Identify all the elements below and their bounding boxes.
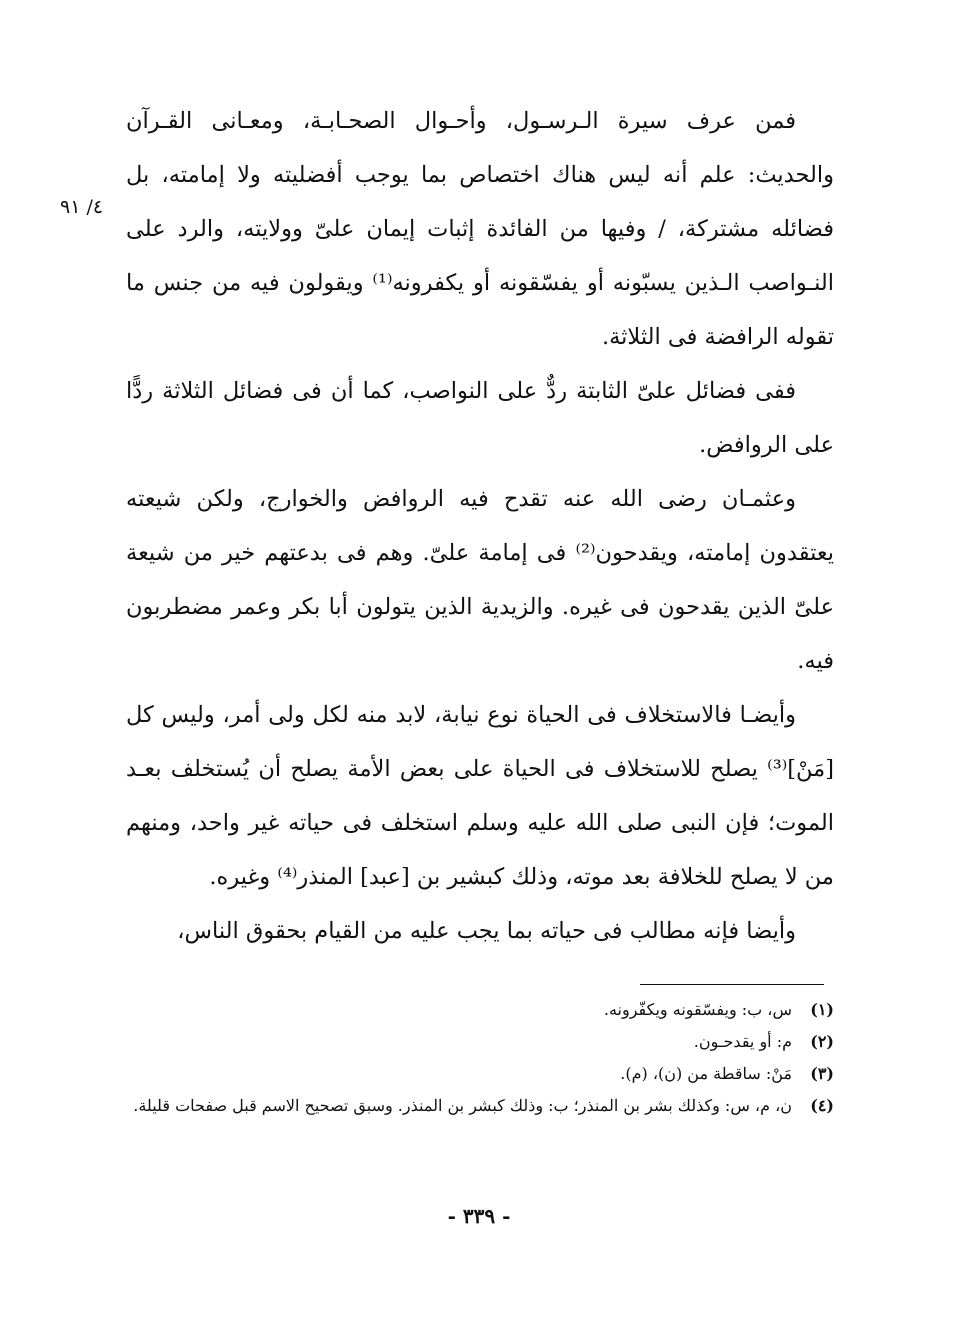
paragraph-5: وأيضا فإنه مطالب فى حياته بما يجب عليه من القيام بحقوق الناس، <box>177 918 796 944</box>
footnote-separator <box>640 984 824 985</box>
footnote-text: س، ب: ويفسّقونه ويكفّرونه. <box>603 1000 792 1019</box>
footnote-2 <box>120 1026 834 1058</box>
footnote-number: (٤) <box>810 1096 834 1115</box>
page-number: - ٣٣٩ - <box>447 1204 511 1228</box>
paragraph-3: وعثمـان رضى الله عنه تقدح فيه الروافض والخوارج، ولكن شيعته يعتقدون إمامته، ويقدحون⁽²⁾ فى إمامة علىّ. وهم فى بدعتهم خير من شيعة علىّ الذين يقدحون فى غيره. والزيدية الذين يتولون أبا بكر وعمر مضطربون فيه. <box>126 486 834 674</box>
footnotes <box>120 994 834 1122</box>
footnote-text: ن، م، س: وكذلك بشر بن المنذر؛ ب: وذلك كبشر بن المنذر. وسبق تصحيح الاسم قبل صفحات قليلة. <box>133 1096 792 1115</box>
margin-reference: ٤/ ٩١ <box>60 196 104 218</box>
footnote-text: مَنْ: ساقطة من (ن)، (م). <box>620 1064 792 1083</box>
footnote-4 <box>120 1090 834 1122</box>
paragraph-2: ففى فضائل علىّ الثابتة ردٌّ على النواصب، كما أن فى فضائل الثلاثة ردًّا على الروافض. <box>126 378 834 458</box>
footnote-number: (٢) <box>810 1032 834 1051</box>
footnote-number: (٣) <box>810 1064 834 1083</box>
footnote-text: م: أو يقدحـون. <box>693 1032 792 1051</box>
footnote-3 <box>120 1058 834 1090</box>
paragraph-4: وأيضـا فالاستخلاف فى الحياة نوع نيابة، لابد منه لكل ولى أمر، وليس كل [مَنْ]⁽³⁾ يصلح للاستخلاف فى الحياة على بعض الأمة يصلح أن يُستخلف بعـد الموت؛ فإن النبى صلى الله عليه وسلم استخلف فى حياته غير واحد، ومنهم من لا يصلح للخلافة بعد موته، وذلك كبشير بن [عبد] المنذر⁽⁴⁾ وغيره. <box>126 702 834 890</box>
footnote-number: (١) <box>810 1000 834 1019</box>
main-text <box>126 94 834 958</box>
footnote-1 <box>120 994 834 1026</box>
paragraph-1: فمن عرف سيرة الـرسـول، وأحـوال الصحـابـة، ومعـانى القـرآن والحديث: علم أنه ليس هناك اختصاص بما يوجب أفضليته ولا إمامته، بل فضائله مشتركة، / وفيها من الفائدة إثبات إيمان علىّ وولايته، والرد على النـواصب الـذين يسبّونه أو يفسّقونه أو يكفرونه⁽¹⁾ ويقولون فيه من جنس ما تقوله الرافضة فى الثلاثة. <box>126 108 834 350</box>
